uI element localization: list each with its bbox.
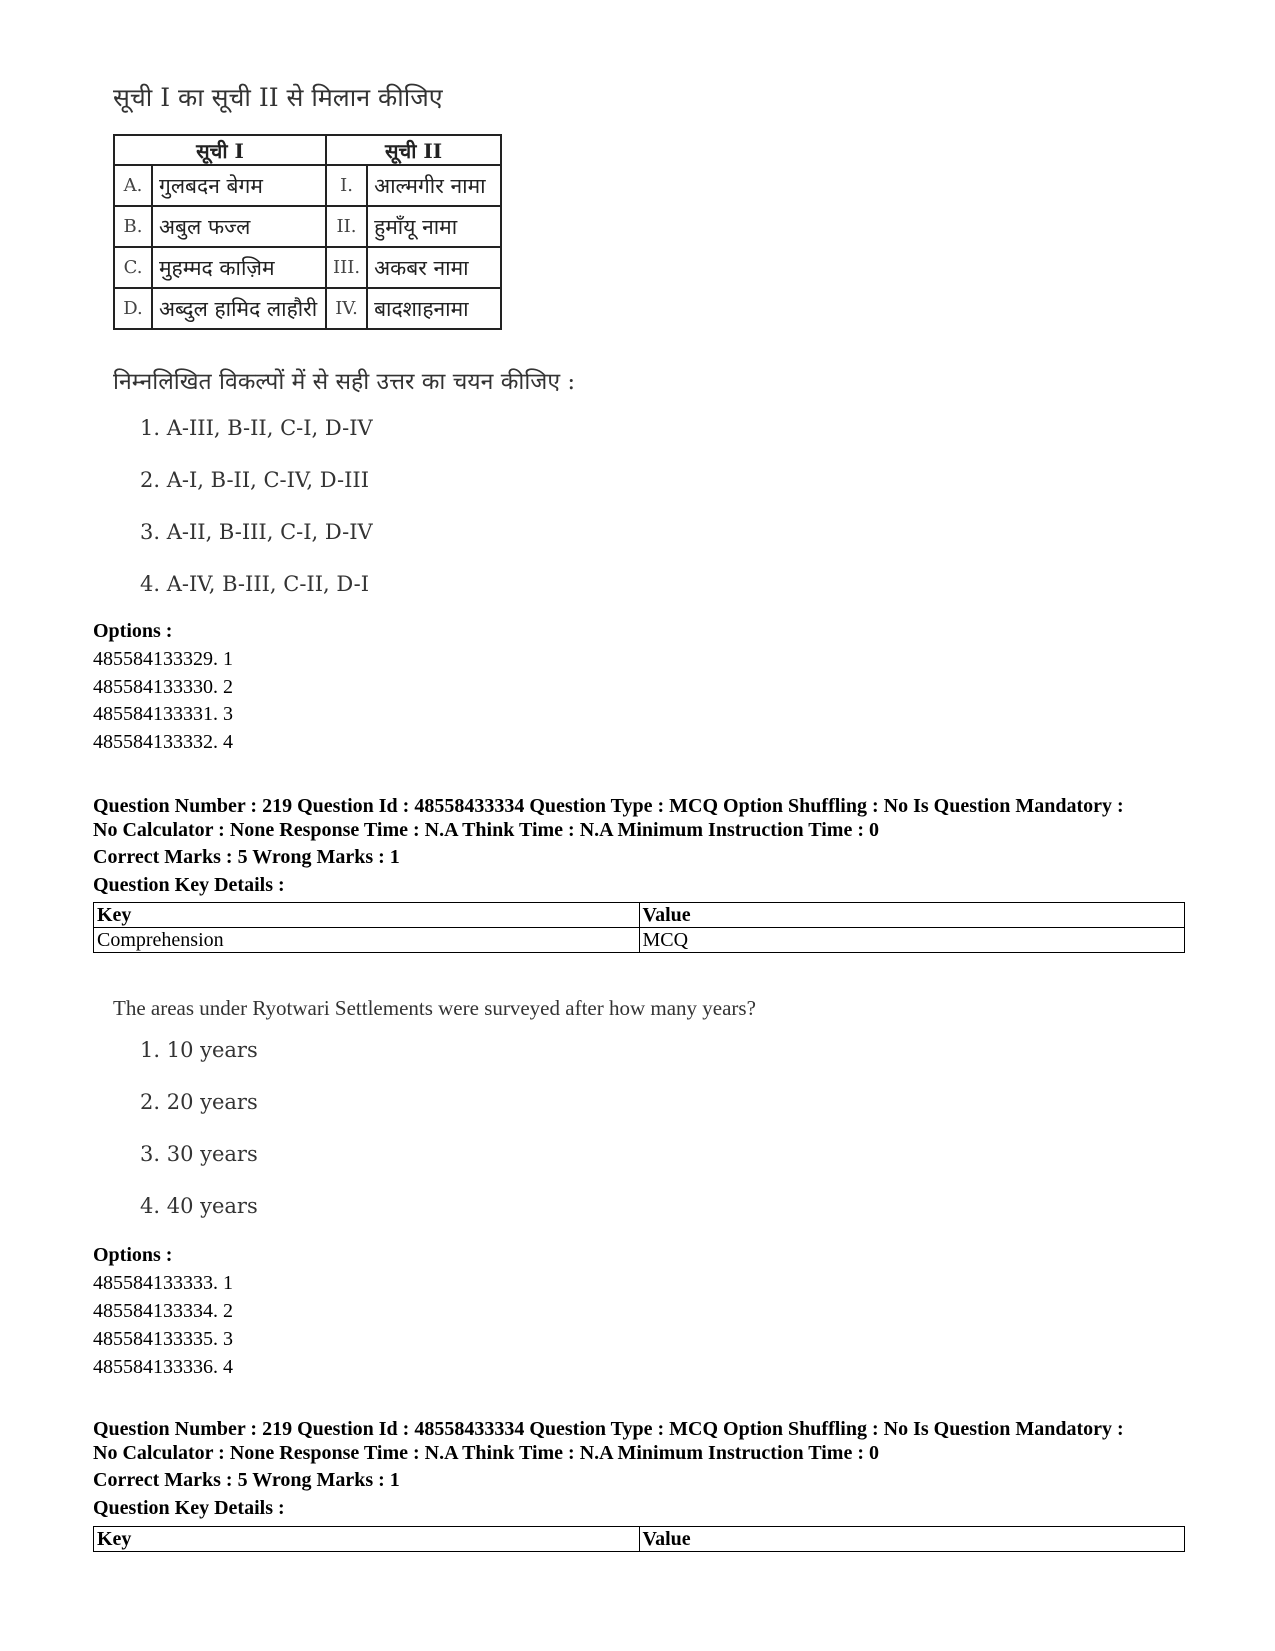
row-label: C. [114, 247, 152, 288]
key-value-table [93, 1526, 1185, 1552]
q2-question: The areas under Ryotwari Settlements were surveyed after how many years? [113, 996, 756, 1020]
row-value: अबुल फज्ल [152, 206, 326, 247]
question-meta [93, 794, 1193, 842]
row-value: बादशाहनामा [367, 288, 501, 329]
question-meta-line: No Calculator : None Response Time : N.A Think Time : N.A Minimum Instruction Time : 0 [93, 1442, 879, 1464]
value-cell: MCQ [639, 928, 1185, 953]
question-meta-line: Question Number : 219 Question Id : 48558433334 Question Type : MCQ Option Shuffling : No Is Question Mandatory : [93, 795, 1124, 817]
table-row [114, 165, 501, 206]
option-line: 485584133336. 4 [93, 1356, 233, 1378]
option-line: 485584133335. 3 [93, 1328, 233, 1350]
options-label: Options : [93, 620, 173, 642]
q1-title: सूची I का सूची II से मिलान कीजिए [113, 83, 443, 112]
key-details-label: Question Key Details : [93, 874, 285, 896]
row-value: गुलबदन बेगम [152, 165, 326, 206]
options-label: Options : [93, 1244, 173, 1266]
table-row [114, 206, 501, 247]
marks-line: Correct Marks : 5 Wrong Marks : 1 [93, 846, 400, 868]
row-value: अकबर नामा [367, 247, 501, 288]
key-details-label: Question Key Details : [93, 1497, 285, 1519]
list2-header: सूची II [326, 135, 501, 165]
option-line: 485584133330. 2 [93, 676, 233, 698]
option-line: 485584133329. 1 [93, 648, 233, 670]
key-header: Key [94, 1527, 640, 1552]
q1-choice: 4. A-IV, B-III, C-II, D-I [140, 572, 369, 596]
question-meta-line: No Calculator : None Response Time : N.A Think Time : N.A Minimum Instruction Time : 0 [93, 819, 879, 841]
row-value: आल्मगीर नामा [367, 165, 501, 206]
marks-line: Correct Marks : 5 Wrong Marks : 1 [93, 1469, 400, 1491]
q2-choice: 4. 40 years [140, 1194, 258, 1218]
row-label: III. [326, 247, 367, 288]
table-row [94, 928, 1185, 953]
value-header: Value [639, 903, 1185, 928]
key-cell: Comprehension [94, 928, 640, 953]
key-value-table [93, 902, 1185, 953]
q1-choice: 1. A-III, B-II, C-I, D-IV [140, 416, 373, 440]
key-header: Key [94, 903, 640, 928]
row-label: IV. [326, 288, 367, 329]
q2-choice: 1. 10 years [140, 1038, 258, 1062]
row-label: II. [326, 206, 367, 247]
option-line: 485584133333. 1 [93, 1272, 233, 1294]
option-line: 485584133331. 3 [93, 703, 233, 725]
value-header: Value [639, 1527, 1185, 1552]
match-table [113, 134, 502, 330]
list1-header: सूची I [114, 135, 326, 165]
row-label: D. [114, 288, 152, 329]
option-line: 485584133334. 2 [93, 1300, 233, 1322]
q2-choice: 2. 20 years [140, 1090, 258, 1114]
question-meta [93, 1417, 1193, 1465]
row-label: A. [114, 165, 152, 206]
table-row [114, 247, 501, 288]
q2-choice: 3. 30 years [140, 1142, 258, 1166]
row-value: हुमाँयू नामा [367, 206, 501, 247]
row-value: मुहम्मद काज़िम [152, 247, 326, 288]
option-line: 485584133332. 4 [93, 731, 233, 753]
q1-instruction: निम्नलिखित विकल्पों में से सही उत्तर का चयन कीजिए : [113, 369, 576, 395]
table-row [114, 288, 501, 329]
q1-choice: 3. A-II, B-III, C-I, D-IV [140, 520, 373, 544]
row-label: B. [114, 206, 152, 247]
q1-choice: 2. A-I, B-II, C-IV, D-III [140, 468, 369, 492]
row-value: अब्दुल हामिद लाहौरी [152, 288, 326, 329]
question-meta-line: Question Number : 219 Question Id : 48558433334 Question Type : MCQ Option Shuffling : No Is Question Mandatory : [93, 1418, 1124, 1440]
row-label: I. [326, 165, 367, 206]
